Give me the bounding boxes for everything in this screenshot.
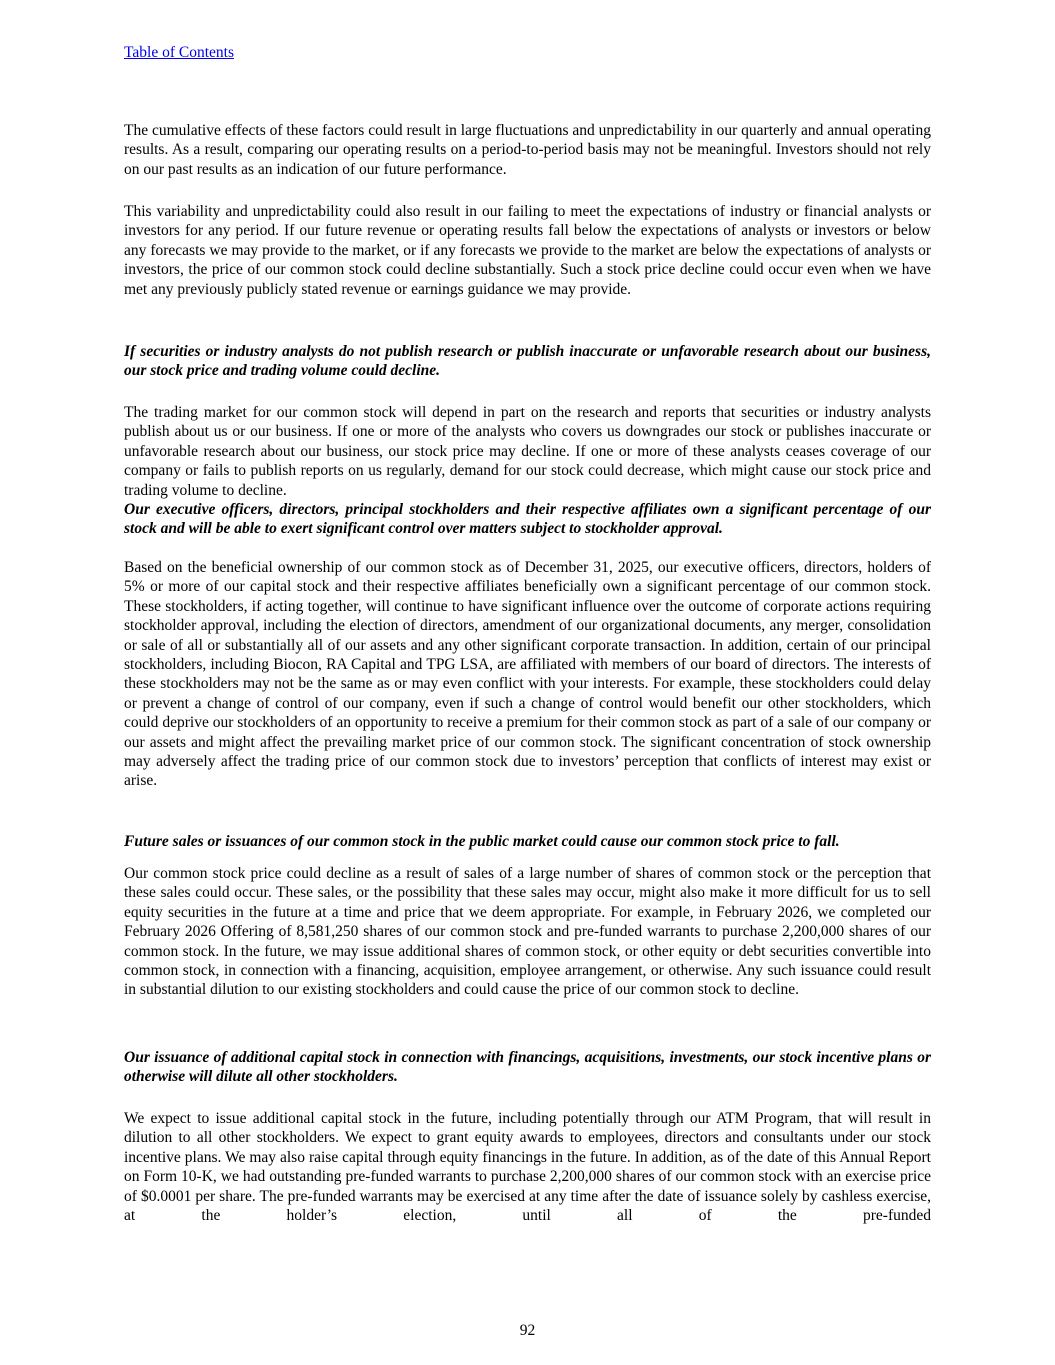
paragraph: Based on the beneficial ownership of our common stock as of December 31, 2025, our executive officers, directors, holders of 5% or more of our capital stock and their respective affiliates beneficially own a significant percentage of our common stock. These stockholders, if acting together, will continue to have significant influence over the outcome of corporate actions requiring stockholder approval, including the election of directors, amendment of our organizational documents, any merger, consolidation or sale of all or substantially all of our assets and any other significant corporate transaction. In addition, certain of our principal stockholders, including Biocon, RA Capital and TPG LSA, are affiliated with members of our board of directors. The interests of these stockholders may not be the same as or may even conflict with your interests. For example, these stockholders could delay or prevent a change of control of our company, even if such a change of control would benefit our other stockholders, which could deprive our stockholders of an opportunity to receive a premium for their common stock as part of a sale of our company or our assets and might affect the prevailing market price of our common stock. The significant concentration of stock ownership may adversely affect the trading price of our common stock due to investors’ perception that conflicts of interest may exist or arise. [124,559,931,790]
paragraph: The trading market for our common stock will depend in part on the research and reports that securities or industry analysts publish about us or our business. If one or more of the analysts who covers us downgrades our stock or publishes inaccurate or unfavorable research about our business, our stock price may decline. If one or more of these analysts ceases coverage of our company or fails to publish reports on us regularly, demand for our stock could decrease, which might cause our stock price and trading volume to decline. [124,404,931,499]
page-number: 92 [519,1322,536,1339]
table-of-contents-link[interactable]: Table of Contents [124,44,234,61]
paragraph: Our common stock price could decline as a result of sales of a large number of shares of common stock or the perception that these sales could occur. These sales, or the possibility that these sales may occur, might also make it more difficult for us to sell equity securities in the future at a time and price that we deem appropriate. For example, in February 2026, we completed our February 2026 Offering of 8,581,250 shares of our common stock and pre-funded warrants to purchase 2,200,000 shares of our common stock. In the future, we may issue additional shares of common stock, or other equity or debt securities convertible into common stock, in connection with a financing, acquisition, employee arrangement, or otherwise. Any such issuance could result in substantial dilution to our existing stockholders and could cause the price of our common stock to decline. [124,865,931,999]
paragraph: This variability and unpredictability could also result in our failing to meet the expectations of industry or financial analysts or investors for any period. If our future revenue or operating results fall below the expectations of analysts or investors or below any forecasts we may provide to the market, or if any forecasts we provide to the market are below the expectations of analysts or investors, the price of our common stock could decline substantially. Such a stock price decline could occur even when we have met any previously publicly stated revenue or earnings guidance we may provide. [124,203,931,298]
paragraph: The cumulative effects of these factors could result in large fluctuations and unpredictability in our quarterly and annual operating results. As a result, comparing our operating results on a period-to-period basis may not be meaningful. Investors should not rely on our past results as an indication of our future performance. [124,122,931,178]
section-heading: Our issuance of additional capital stock in connection with financings, acquisitions, investments, our stock incentive plans or otherwise will dilute all other stockholders. [124,1049,931,1086]
paragraph: We expect to issue additional capital stock in the future, including potentially through our ATM Program, that will result in dilution to all other stockholders. We expect to grant equity awards to employees, directors and consultants under our stock incentive plans. We may also raise capital through equity financings in the future. In addition, as of the date of this Annual Report on Form 10-K, we had outstanding pre-funded warrants to purchase 2,200,000 shares of our common stock with an exercise price of $0.0001 per share. The pre-funded warrants may be exercised at any time after the date of issuance solely by cashless exercise, at the holder’s election, until all of the pre-funded [124,1110,931,1225]
section-heading: Future sales or issuances of our common stock in the public market could cause our common stock price to fall. [124,833,840,850]
section-heading: If securities or industry analysts do not publish research or publish inaccurate or unfavorable research about our business, our stock price and trading volume could decline. [124,343,931,380]
section-heading: Our executive officers, directors, principal stockholders and their respective affiliates own a significant percentage of our stock and will be able to exert significant control over matters subject to stockholder approval. [124,501,931,538]
